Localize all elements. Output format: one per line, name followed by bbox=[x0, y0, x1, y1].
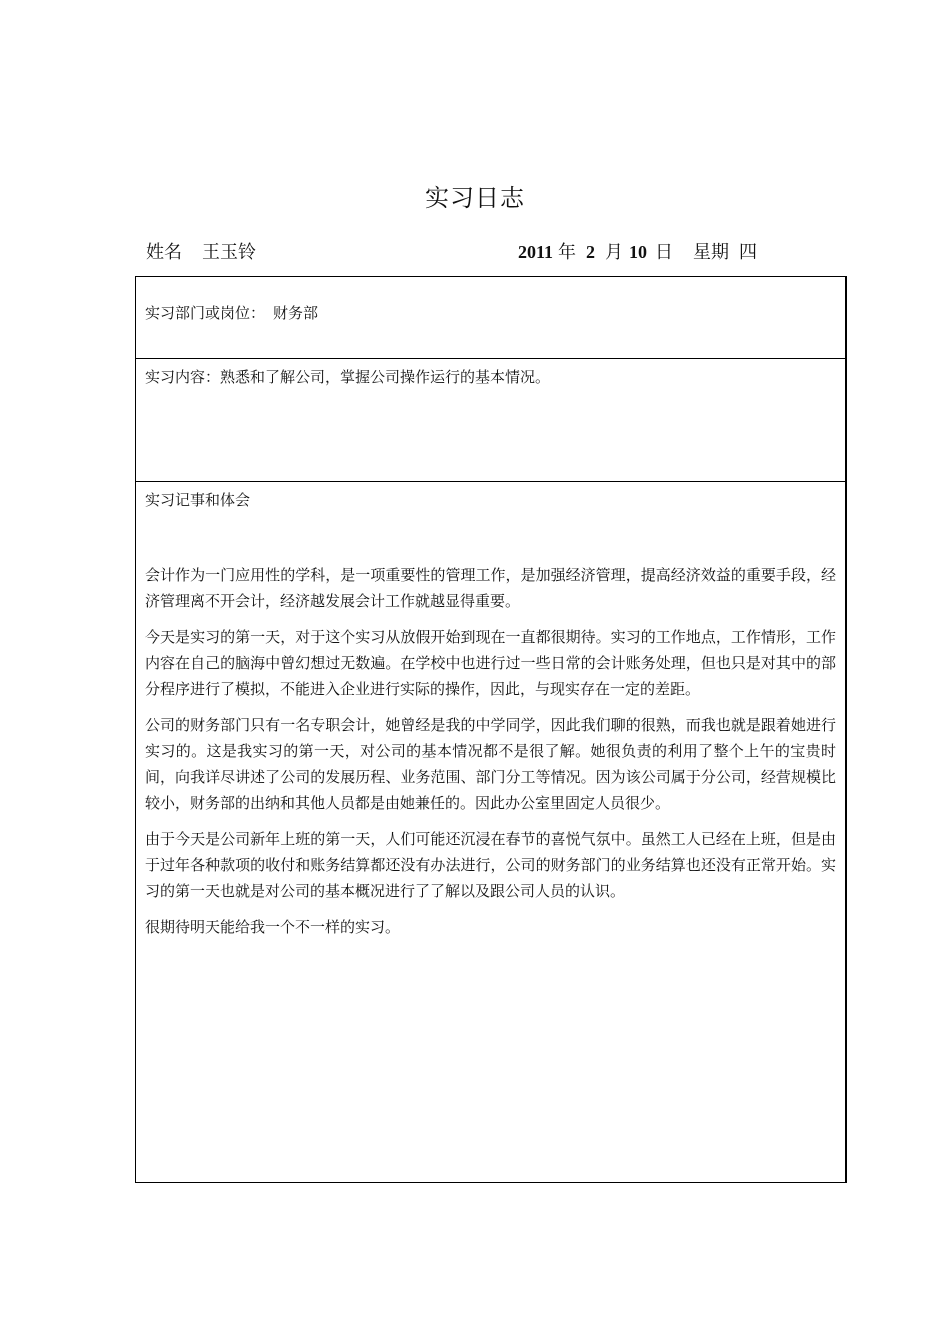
header-line bbox=[146, 238, 836, 266]
document-title: 实习日志 bbox=[425, 184, 525, 212]
name-value: 王玉铃 bbox=[202, 242, 256, 263]
weekday-label: 星期 bbox=[693, 242, 730, 263]
date-month: 2 bbox=[586, 242, 596, 262]
date-line bbox=[518, 238, 757, 264]
date-year-unit: 年 bbox=[558, 242, 577, 263]
date-day: 10 bbox=[629, 242, 648, 262]
date-day-unit: 日 bbox=[655, 242, 674, 263]
weekday-value: 四 bbox=[739, 242, 758, 263]
notes-paragraph: 今天是实习的第一天，对于这个实习从放假开始到现在一直都很期待。实习的工作地点，工作情形，工作内容在自己的脑海中曾幻想过无数遍。在学校中也进行过一些日常的会计账务处理，但也只是对其中的部分程序进行了模拟，不能进入企业进行实际的操作，因此，与现实存在一定的差距。 bbox=[145, 628, 836, 698]
notes-paragraph: 由于今天是公司新年上班的第一天，人们可能还沉浸在春节的喜悦气氛中。虽然工人已经在上班，但是由于过年各种款项的收付和账务结算都还没有办法进行，公司的财务部门的业务结算也还没有正常开始。实习的第一天也就是对公司的基本概况进行了了解以及跟公司人员的认识。 bbox=[145, 830, 836, 900]
department-row bbox=[136, 277, 845, 359]
notes-body bbox=[145, 562, 836, 950]
content-value: 熟悉和了解公司，掌握公司操作运行的基本情况。 bbox=[220, 368, 551, 386]
content-label: 实习内容： bbox=[145, 368, 221, 386]
department-value: 财务部 bbox=[273, 304, 319, 322]
notes-paragraph: 会计作为一门应用性的学科，是一项重要性的管理工作，是加强经济管理，提高经济效益的重要手段，经济管理离不开会计，经济越发展会计工作就越显得重要。 bbox=[145, 566, 836, 610]
content-row bbox=[136, 359, 845, 482]
department-label: 实习部门或岗位： bbox=[145, 304, 266, 322]
notes-paragraph: 很期待明天能给我一个不一样的实习。 bbox=[145, 918, 401, 936]
date-month-unit: 月 bbox=[605, 242, 624, 263]
notes-row bbox=[136, 482, 845, 1182]
content-cell bbox=[145, 365, 837, 389]
date-year: 2011 bbox=[518, 242, 554, 262]
log-table bbox=[135, 276, 847, 1183]
department-cell bbox=[145, 301, 837, 325]
notes-heading: 实习记事和体会 bbox=[145, 491, 251, 509]
notes-paragraph: 公司的财务部门只有一名专职会计，她曾经是我的中学同学，因此我们聊的很熟，而我也就是跟着她进行实习的。这是我实习的第一天，对公司的基本情况都不是很了解。她很负责的利用了整个上午的宝贵时间，向我详尽讲述了公司的发展历程、业务范围、部门分工等情况。因为该公司属于分公司，经营规模比较小，财务部的出纳和其他人员都是由她兼任的。因此办公室里固定人员很少。 bbox=[145, 716, 836, 812]
name-label: 姓名 bbox=[146, 242, 182, 263]
